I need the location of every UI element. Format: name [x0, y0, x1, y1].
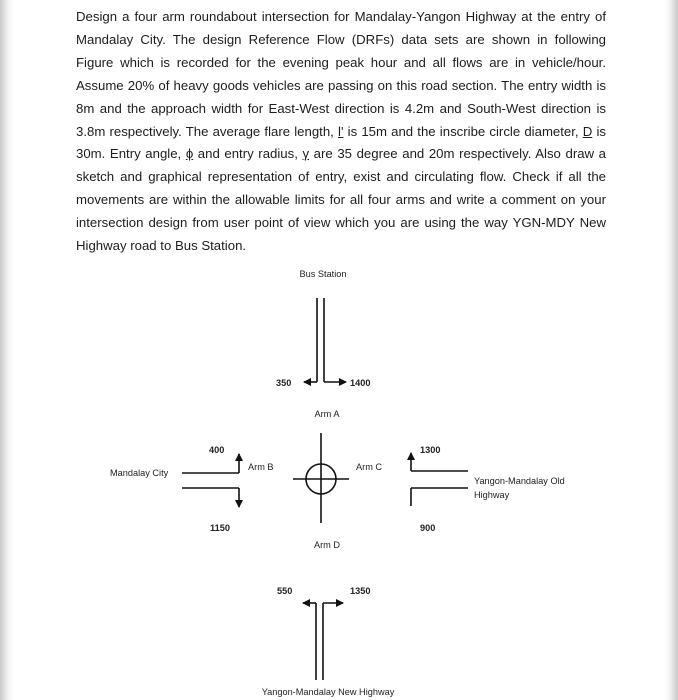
- label-old-highway-line1: Yangon-Mandalay Old: [474, 476, 565, 486]
- flow-west-top: 400: [209, 445, 225, 455]
- flow-south-right: 1350: [350, 586, 371, 596]
- text-line: Figure which is recorded for the evening peak hour and all flows are in vehicle/hour.: [76, 54, 606, 70]
- text-line: movements are within the allowable limits for all four arms and write a comment on your: [76, 192, 606, 208]
- flow-south-left: 550: [277, 586, 293, 596]
- text-line: Assume 20% of heavy goods vehicles are passing on this road section. The entry width is: [76, 77, 606, 93]
- label-arm-d: Arm D: [313, 540, 341, 550]
- entry-angle-symbol: ϕ: [185, 146, 194, 162]
- flow-north-right: 1400: [350, 378, 371, 388]
- label-mandalay-city: Mandalay City: [110, 468, 169, 478]
- label-arm-c: Arm C: [356, 462, 383, 472]
- entry-radius-symbol: γ: [302, 146, 310, 162]
- text-line: Mandalay City. The design Reference Flow (DRFs) data sets are shown in following: [76, 31, 606, 47]
- label-arm-a: Arm A: [314, 409, 340, 419]
- flow-west-bottom: 1150: [210, 523, 230, 533]
- label-new-highway: Yangon-Mandalay New Highway: [261, 687, 395, 697]
- flow-north-left: 350: [276, 378, 292, 388]
- text-fragment: is 15m and the inscribe circle diameter,: [347, 123, 579, 139]
- text-fragment: and entry radius,: [197, 146, 298, 162]
- flare-length-symbol: l': [338, 123, 344, 139]
- text-fragment: 30m. Entry angle,: [76, 146, 182, 162]
- label-old-highway-line2: Highway: [474, 490, 510, 500]
- text-fragment: are 35 degree and 20m respectively. Also draw a: [313, 146, 606, 162]
- text-line: 8m and the approach width for East-West direction is 4.2m and South-West direction is: [76, 100, 606, 116]
- text-line: intersection design from user point of view which you are using the way YGN-MDY New: [76, 215, 606, 231]
- text-line: Design a four arm roundabout intersection for Mandalay-Yangon Highway at the entry of: [76, 9, 606, 24]
- label-bus-station: Bus Station: [299, 269, 347, 279]
- text-line: sketch and graphical representation of entry, exist and circulating flow. Check if all the: [76, 169, 606, 185]
- flow-east-bottom: 900: [420, 523, 436, 533]
- flow-east-top: 1300: [420, 445, 441, 455]
- diameter-symbol: D: [582, 123, 593, 139]
- text-fragment: is: [596, 123, 606, 139]
- label-arm-b: Arm B: [248, 462, 274, 472]
- text-line: Highway road to Bus Station.: [76, 238, 247, 254]
- text-fragment: 3.8m respectively. The average flare length,: [76, 123, 334, 139]
